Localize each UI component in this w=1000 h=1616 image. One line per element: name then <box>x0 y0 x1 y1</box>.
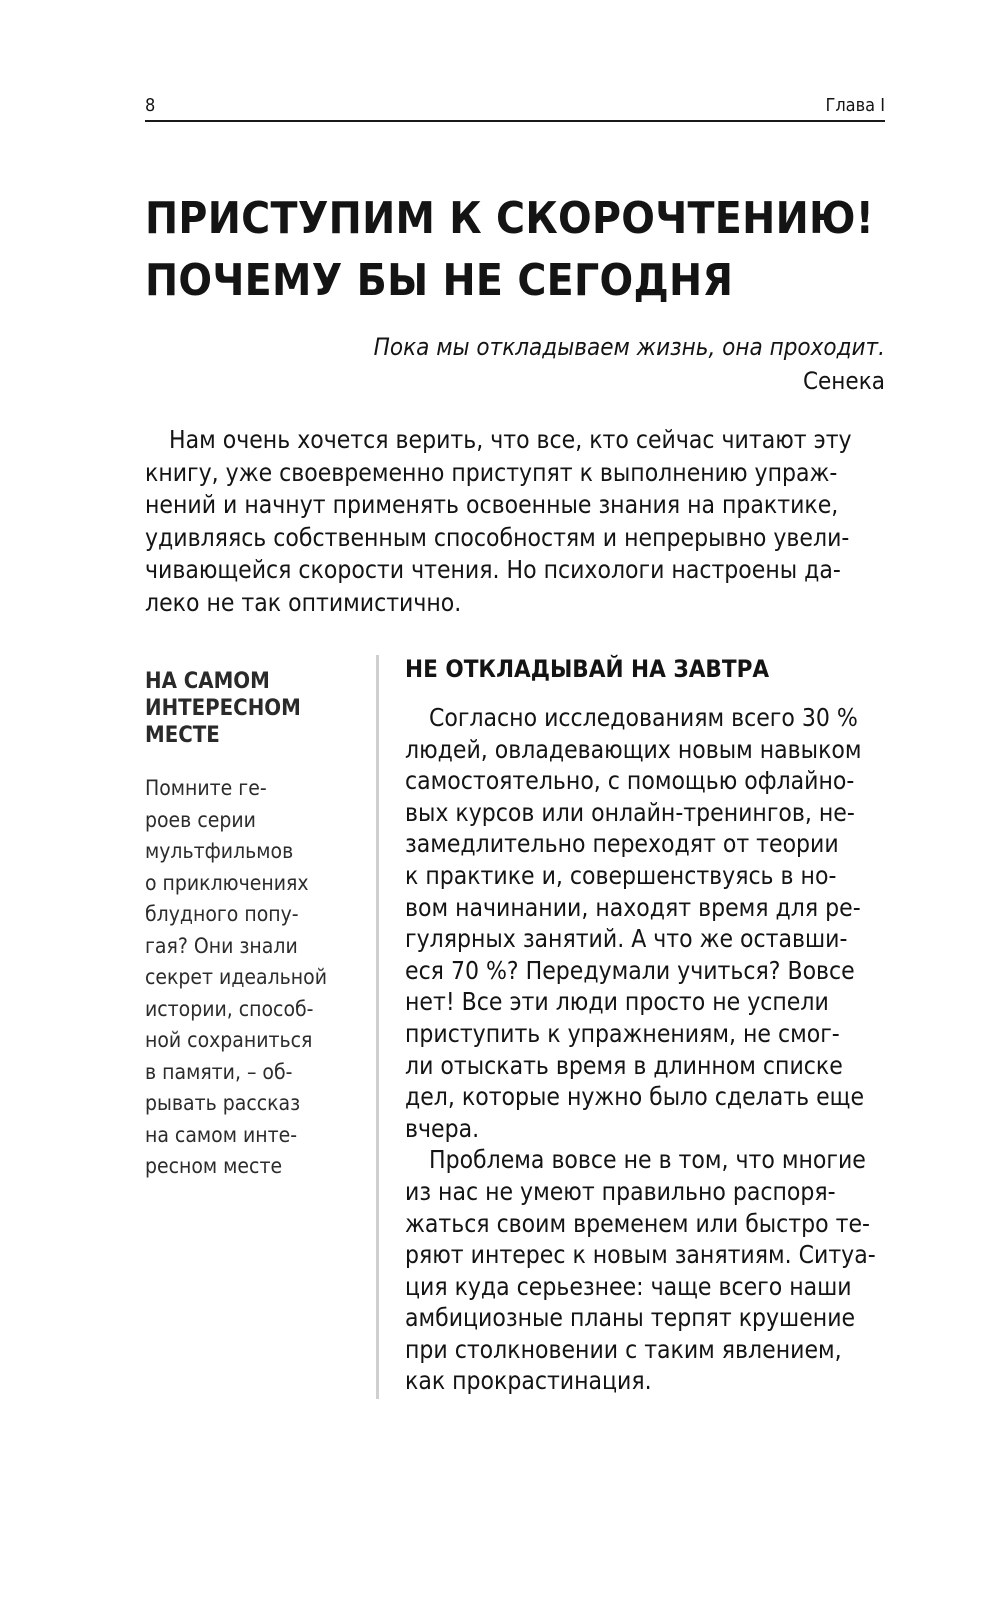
text-line: вых курсов или онлайн-тренингов, не- <box>405 797 855 827</box>
sidebar-text <box>145 773 360 1183</box>
text-line: людей, овладевающих новым навыком <box>405 734 862 764</box>
text-line: Проблема вовсе не в том, что многие <box>429 1145 866 1175</box>
text-line: вом начинании, находят время для ре- <box>405 892 861 922</box>
sidebar-text-line: ной сохраниться <box>145 1028 313 1052</box>
sidebar-title-line: МЕСТЕ <box>145 723 220 748</box>
text-line: как прокрастинация. <box>405 1366 652 1396</box>
sidebar-title <box>145 668 360 749</box>
sidebar-text-line: о приключениях <box>145 870 309 895</box>
intro-paragraph <box>145 424 885 619</box>
text-line: гулярных занятий. А что же оставши- <box>405 924 848 954</box>
epigraph <box>145 330 885 398</box>
text-line: жаться своим временем или быстро те- <box>405 1208 870 1238</box>
text-line: приступить к упражнениям, не смог- <box>405 1018 840 1048</box>
title-line: ПРИСТУПИМ К СКОРОЧТЕНИЮ! <box>145 193 875 244</box>
text-line: Нам очень хочется верить, что все, кто сейчас читают эту <box>169 425 852 454</box>
section-heading: НЕ ОТКЛАДЫВАЙ НА ЗАВТРА <box>405 655 770 683</box>
epigraph-author: Сенека <box>802 367 885 395</box>
text-line: нет! Все эти люди просто не успели <box>405 987 829 1017</box>
main-section <box>405 652 885 1397</box>
page-title <box>145 188 885 312</box>
sidebar-text-line: блудного попу- <box>145 902 299 926</box>
sidebar-text-line: гая? Они знали <box>145 933 298 958</box>
text-line: самостоятельно, с помощью офлайно- <box>405 766 855 796</box>
sidebar-text-line: на самом инте- <box>145 1122 298 1147</box>
text-line: дел, которые нужно было сделать еще <box>405 1082 865 1112</box>
text-line: замедлительно переходят от теории <box>405 829 839 859</box>
epigraph-quote: Пока мы откладываем жизнь, она проходит. <box>373 333 885 361</box>
text-line: ли отыскать время в длинном списке <box>405 1050 843 1080</box>
text-line: нений и начнут применять освоенные знания на практике, <box>145 490 839 519</box>
text-line: к практике и, совершенствуясь в но- <box>405 860 837 890</box>
main-text <box>405 702 885 1397</box>
sidebar-text-line: мультфильмов <box>145 839 294 863</box>
sidebar-text-line: в памяти, – об- <box>145 1059 293 1084</box>
sidebar-text-line: ресном месте <box>145 1154 283 1178</box>
text-line: вчера. <box>405 1113 480 1143</box>
sidebar-text-line: секрет идеальной <box>145 965 327 989</box>
sidebar-text-line: роев серии <box>145 807 256 832</box>
chapter-label: Глава I <box>825 95 885 116</box>
sidebar-text-line: Помните ге- <box>145 776 267 800</box>
text-line: Согласно исследованиям всего 30 % <box>429 703 858 732</box>
text-line: леко не так оптимистично. <box>145 587 462 617</box>
text-line: при столкновении с таким явлением, <box>405 1334 842 1364</box>
text-line: амбициозные планы терпят крушение <box>405 1303 856 1333</box>
text-line: чивающейся скорости чтения. Но психологи настроены да- <box>145 555 841 584</box>
text-line: книгу, уже своевременно приступят к выполнению упраж- <box>145 457 838 487</box>
sidebar-note <box>145 668 360 1183</box>
column-divider <box>376 655 379 1399</box>
page-number: 8 <box>145 95 156 116</box>
sidebar-title-line: ИНТЕРЕСНОМ <box>145 696 301 721</box>
page-header <box>145 96 885 122</box>
text-line: удивляясь собственным способностям и непрерывно увели- <box>145 522 850 552</box>
text-line: ряют интерес к новым занятиям. Ситуа- <box>405 1240 876 1270</box>
text-line: ция куда серьезнее: чаще всего наши <box>405 1271 852 1301</box>
sidebar-text-line: рывать рассказ <box>145 1091 301 1115</box>
sidebar-title-line: НА САМОМ <box>145 669 270 694</box>
text-line: еся 70 %? Передумали учиться? Вовсе <box>405 955 855 985</box>
sidebar-text-line: истории, способ- <box>145 996 314 1021</box>
title-line: ПОЧЕМУ БЫ НЕ СЕГОДНЯ <box>145 255 734 306</box>
text-line: из нас не умеют правильно распоря- <box>405 1176 836 1206</box>
